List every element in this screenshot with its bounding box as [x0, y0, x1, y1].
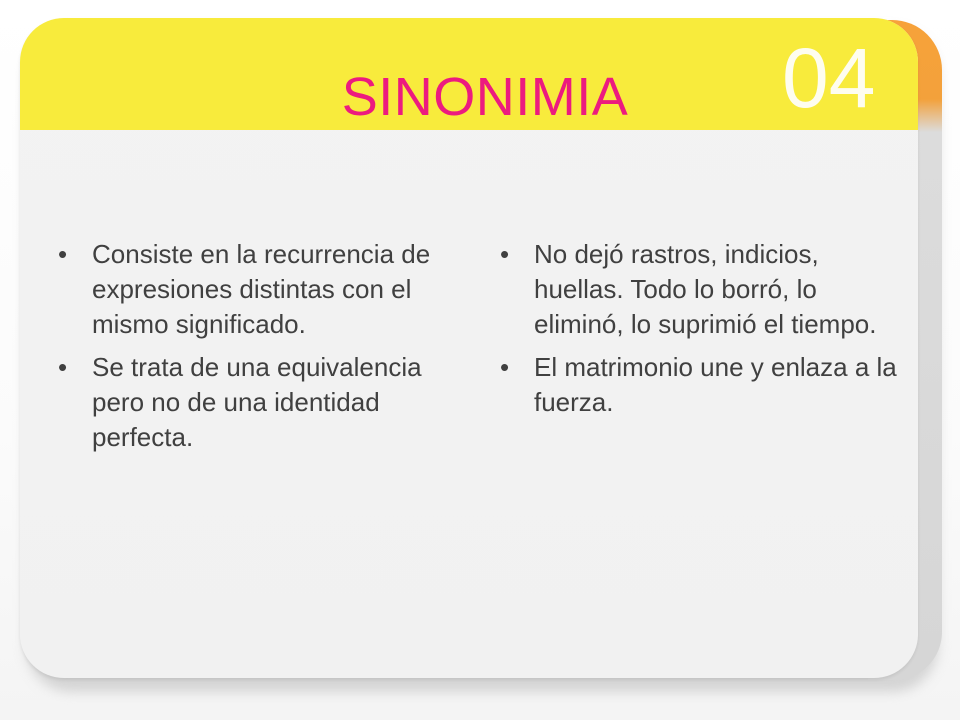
list-item [500, 350, 900, 420]
bullet-icon: • [500, 239, 510, 269]
bullet-text: Se trata de una equivalencia pero no de una identidad perfecta. [92, 352, 422, 452]
list-item [500, 237, 900, 342]
bullet-icon: • [500, 352, 510, 382]
bullet-text: No dejó rastros, indicios, huellas. Todo lo borró, lo eliminó, lo suprimió el tiempo. [534, 239, 877, 339]
bullet-text: El matrimonio une y enlaza a la fuerza. [534, 352, 897, 417]
list-item [58, 237, 448, 342]
bullet-text: Consiste en la recurrencia de expresiones distintas con el mismo significado. [92, 239, 431, 339]
left-bullet-list [58, 237, 448, 463]
bullet-icon: • [58, 239, 68, 269]
list-item [58, 350, 448, 455]
right-bullet-list [500, 237, 900, 428]
bullet-icon: • [58, 352, 68, 382]
slide-number: 04 [782, 31, 876, 125]
slide-title: SINONIMIA [341, 67, 629, 127]
